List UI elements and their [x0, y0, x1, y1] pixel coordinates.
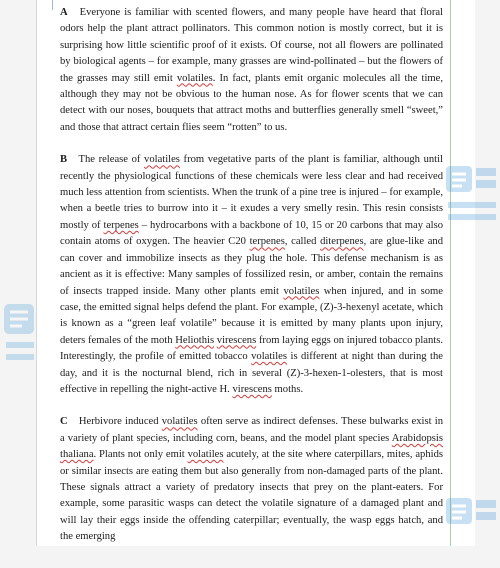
paragraph-text: , are glue-like and can cover and immobilize insects as they plug the hole. This defense mechanism is as ancient as it is effective: Many samples of fossilized resin, or amber, contain the remains of insects trapped inside. Many other plants emit: [60, 236, 443, 297]
spellcheck-flagged-word: volatiles: [187, 449, 224, 461]
paragraph-text: – hydrocarbons with a backbone of 10, 15 or 20 carbons that may also contain atoms of oxygen. The heavier C20: [60, 219, 443, 248]
spellcheck-flagged-word: Arabidopsis thaliana: [60, 432, 443, 461]
paragraph-text: Herbivore induced: [78, 416, 162, 428]
paragraph-text: from laying eggs on injured tobacco plants. Interestingly, the profile of emitted tobacco: [60, 334, 444, 363]
paragraph-text: . Plants not only emit: [93, 449, 188, 461]
paragraph-text: acutely, at the site where caterpillars, mites, aphids or similar insects are eating them but also generally from non-damaged parts of the plant. These signals attract a variety of predatory insects that prey on the plant-eaters. For example, some parasitic wasps can detect the volatile signature of a damaged plant and will lay their eggs inside the offending caterpillar; eventually, the wasp eggs hatch, and the emerging: [60, 449, 443, 543]
spellcheck-flagged-word: volatiles: [161, 416, 198, 428]
paragraph-a: [60, 5, 443, 136]
paragraph-text: . In fact, plants emit organic molecules all the time, although they may not be obvious to the human nose. As for flower scents that we can detect with our noses, bouquets that attract moths and butterflies generally smell “sweet,” and those that attract certain flies seem “rotten” to us.: [60, 72, 444, 133]
watermark-logo-icon: [0, 300, 40, 370]
spellcheck-flagged-word: volatiles: [144, 154, 180, 166]
paragraph-text: often serve as indirect defenses. These bulwarks exist in a variety of plant species, including corn, beans, and the model plant species: [60, 416, 443, 444]
spellcheck-flagged-word: virescens: [216, 334, 257, 346]
paragraph-text: when injured, and in some case, the emitted signal helps defend the plant. For example, (Z)-3-hexenyl acetate, which is known as a “green leaf volatile” because it is emitted by many plants upon injury, deters females of the moth: [60, 285, 443, 346]
paragraph-letter: A: [60, 7, 68, 18]
paragraph-text: , called: [284, 236, 321, 248]
paragraph-text: Everyone is familiar with scented flowers, and many people have heard that floral odors help the plant attract pollinators. This common notion is mostly correct, but it is surprising how little scientific proof of it exists. Of course, not all flowers are pollinated by biological agents – for example, many grasses are wind-pollinated – but the flowers of the grasses may still emit: [60, 7, 443, 84]
spellcheck-flagged-word: volatiles: [283, 285, 320, 297]
paragraph-c: [60, 414, 443, 545]
paragraph-b: [60, 152, 443, 398]
margin-guide-right: [450, 0, 451, 546]
paragraph-text: The release of: [78, 154, 145, 166]
document-body: [60, 5, 443, 562]
margin-guide-top: [52, 0, 53, 10]
paragraph-letter: C: [60, 416, 68, 428]
paragraph-text: is different at night than during the day, and it is the nocturnal blend, rich in several (Z)-3-hexen-1-olesters, that is most effective in repelling the night-active H.: [60, 351, 443, 395]
spellcheck-flagged-word: virescens: [232, 383, 272, 395]
spellcheck-flagged-word: Heliothis: [175, 334, 215, 346]
spellcheck-flagged-word: volatiles: [176, 72, 213, 84]
spellcheck-flagged-word: terpenes: [103, 219, 139, 231]
spellcheck-flagged-word: terpenes: [249, 236, 285, 248]
spellcheck-flagged-word: volatiles: [251, 351, 288, 363]
spellcheck-flagged-word: diterpenes: [320, 236, 364, 248]
paragraph-text: moths.: [271, 383, 304, 395]
paragraph-text: from vegetative parts of the plant is familiar, although until recently the physiological functions of these chemicals were less clear and had received much less attention from scientists. When the trunk of a pine tree is injured – for example, when a beetle tries to burrow into it – it exudes a very smelly resin. This resin consists mostly of: [60, 154, 443, 231]
paragraph-letter: B: [60, 154, 68, 166]
